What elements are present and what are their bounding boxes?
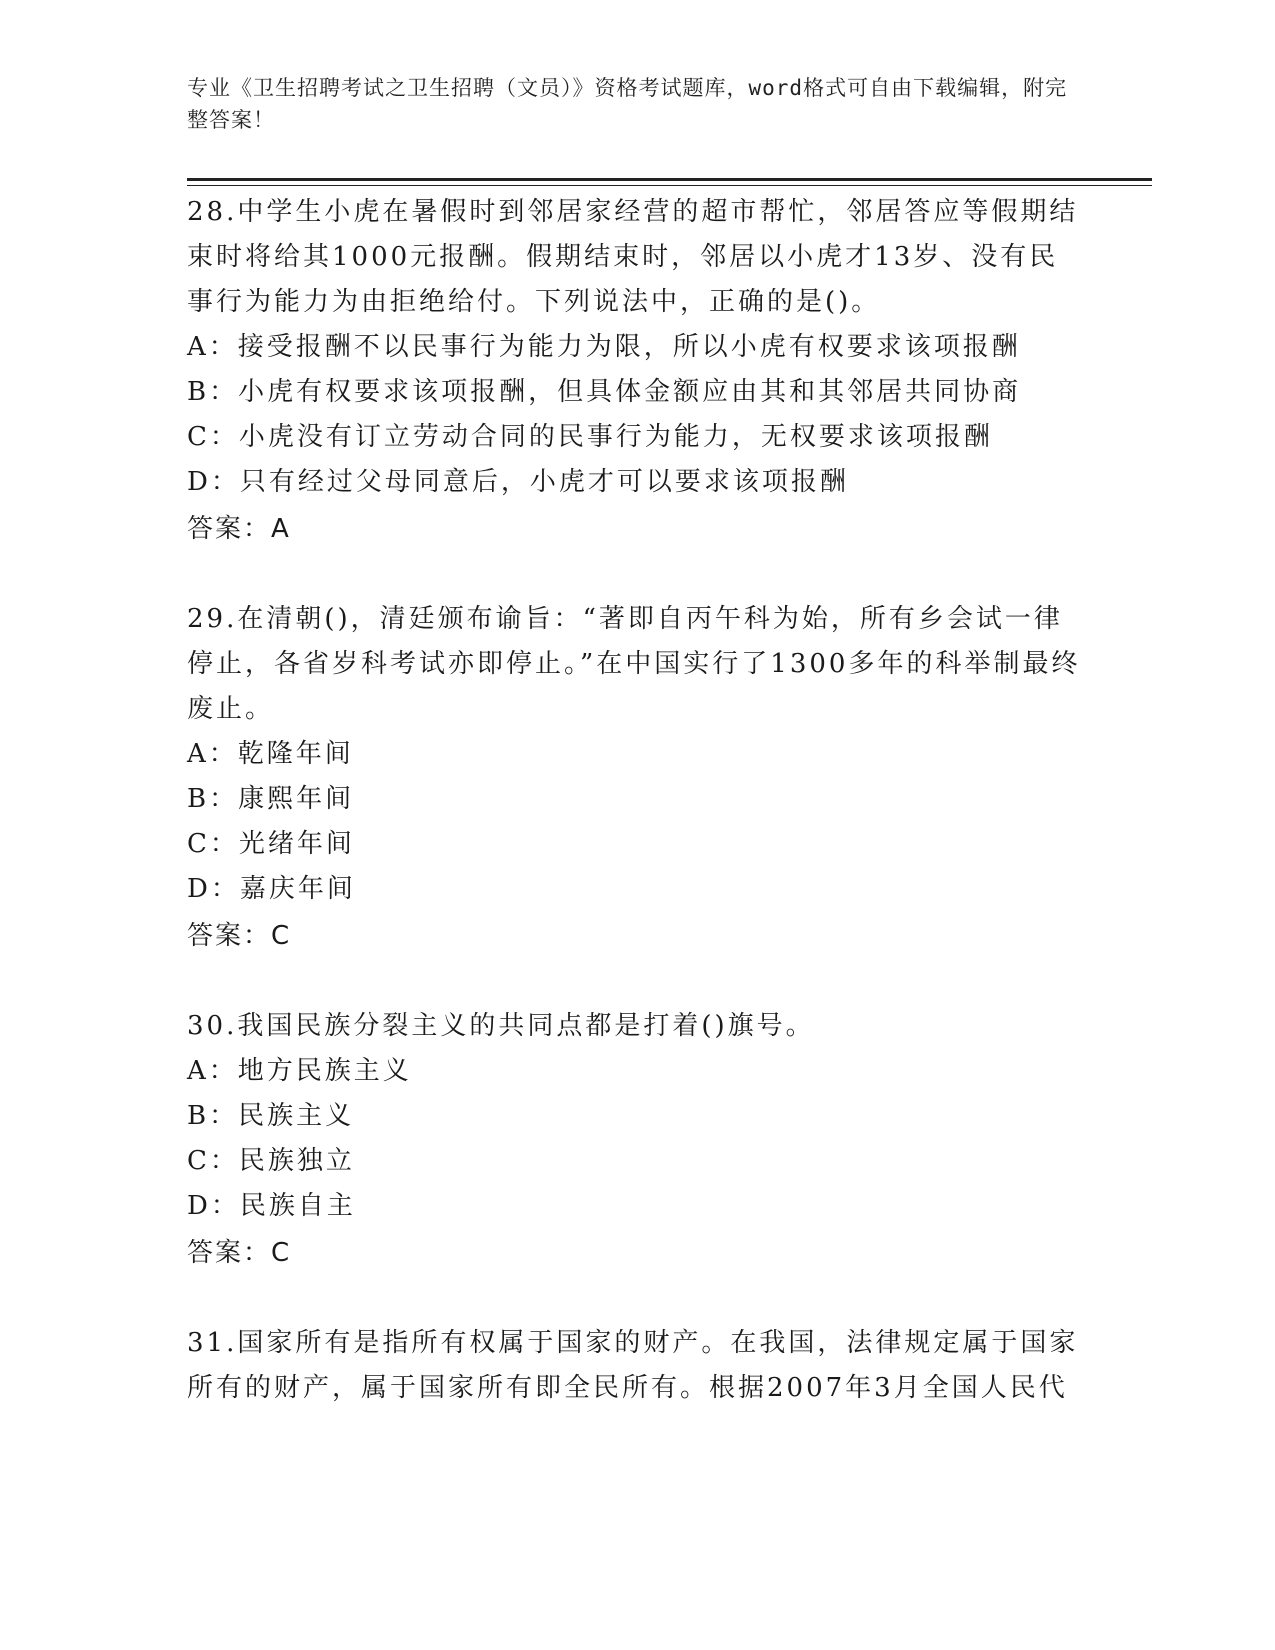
option-b: B：小虎有权要求该项报酬，但具体金额应由其和其邻居共同协商	[187, 377, 1022, 407]
option-d: D：只有经过父母同意后，小虎才可以要求该项报酬	[187, 467, 849, 497]
document-header: 专业《卫生招聘考试之卫生招聘（文员）》资格考试题库，word格式可自由下载编辑，附完整答案！	[187, 76, 1068, 132]
question-28	[187, 190, 1087, 553]
option-a: A：接受报酬不以民事行为能力为限，所以小虎有权要求该项报酬	[187, 332, 1021, 362]
option-b: B：康熙年间	[187, 784, 355, 814]
question-31	[187, 1321, 1087, 1411]
option-c: C：光绪年间	[187, 829, 355, 859]
answer-line: 答案：C	[187, 1238, 292, 1268]
answer-line: 答案：C	[187, 921, 292, 951]
answer-line: 答案：A	[187, 514, 291, 544]
option-a: A：乾隆年间	[187, 739, 354, 769]
option-d: D：嘉庆年间	[187, 874, 356, 904]
question-list	[187, 190, 1087, 1455]
option-d: D：民族自主	[187, 1191, 356, 1221]
header-divider-thick	[187, 178, 1152, 181]
question-30	[187, 1004, 1087, 1277]
option-b: B：民族主义	[187, 1101, 355, 1131]
question-29	[187, 597, 1087, 960]
question-stem: 30.我国民族分裂主义的共同点都是打着()旗号。	[187, 1011, 815, 1041]
question-stem: 31.国家所有是指所有权属于国家的财产。在我国，法律规定属于国家所有的财产，属于国家所有即全民所有。根据2007年3月全国人民代	[187, 1328, 1079, 1403]
question-stem: 29.在清朝()，清廷颁布谕旨：“著即自丙午科为始，所有乡会试一律停止，各省岁科考试亦即停止。”在中国实行了1300多年的科举制最终废止。	[187, 604, 1081, 724]
header-divider-thin	[187, 185, 1152, 186]
option-c: C：小虎没有订立劳动合同的民事行为能力，无权要求该项报酬	[187, 422, 993, 452]
option-c: C：民族独立	[187, 1146, 355, 1176]
question-stem: 28.中学生小虎在暑假时到邻居家经营的超市帮忙，邻居答应等假期结束时将给其1000元报酬。假期结束时，邻居以小虎才13岁、没有民事行为能力为由拒绝给付。下列说法中，正确的是()。	[187, 197, 1079, 317]
option-a: A：地方民族主义	[187, 1056, 412, 1086]
